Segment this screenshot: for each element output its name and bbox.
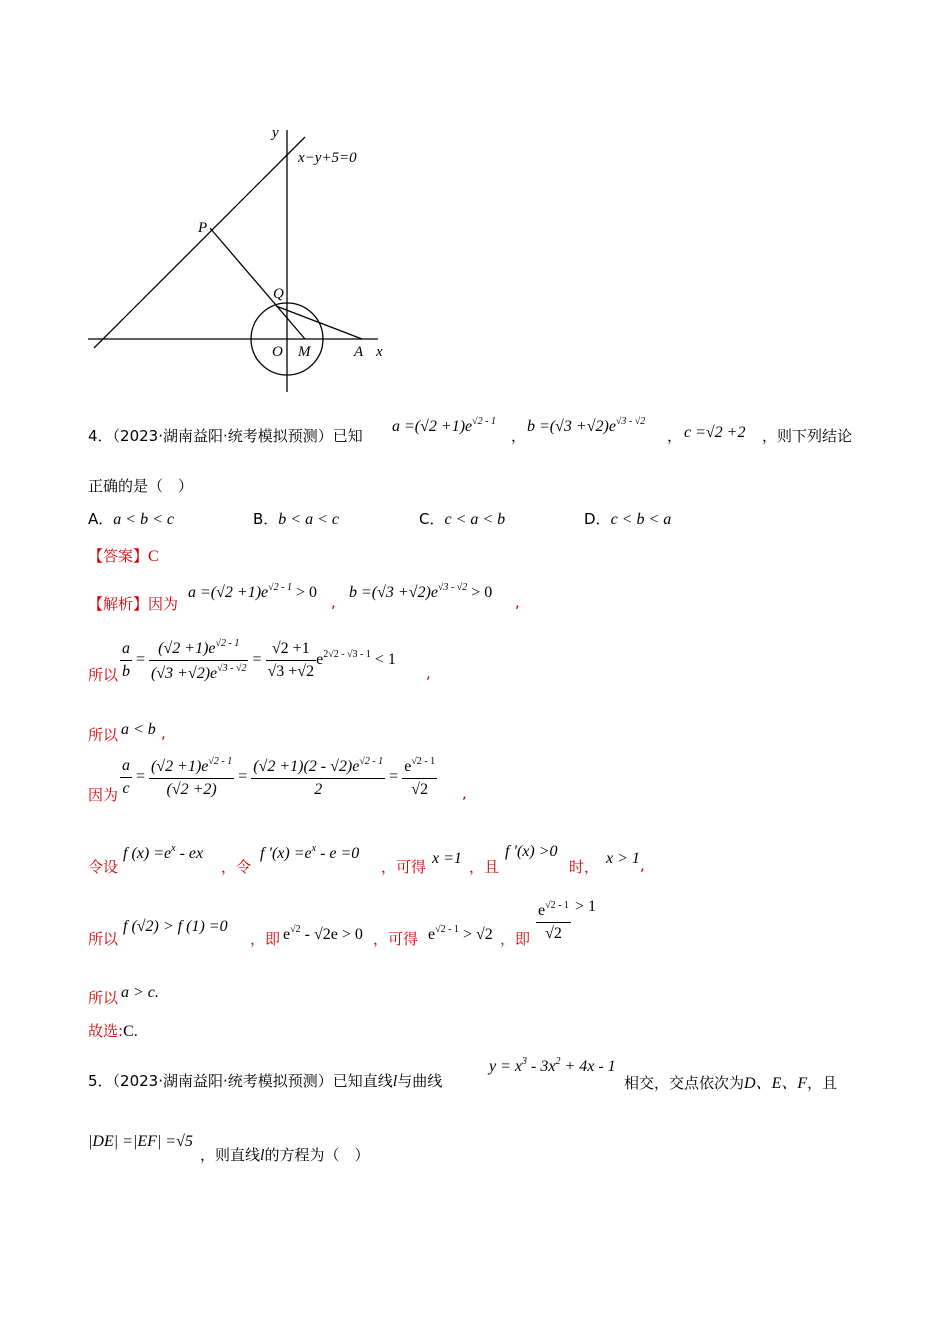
q4-source: （2023·湖南益阳·统考模拟预测）已知	[112, 427, 363, 445]
ratio-ab: $\frac{a}{b}$ = $\frac{(√2 +1)e^{√2 - 1}}{(√3 +√2)e^{√3 - √2}}$ = $\frac{√2 +1}{√3 +√2}$ $e^{2√2 - √3 - 1} < 1$	[122, 638, 396, 682]
point-p-label: P	[198, 220, 208, 236]
q4-a-exp: √2 - 1	[472, 416, 496, 427]
x-eq-1: x =1	[432, 850, 462, 867]
point-q-label: Q	[273, 286, 284, 302]
ratio-ac: $\frac{a}{c}$ = $\frac{(√2 +1)e^{√2 - 1}}{(√2 +2)}$ = $\frac{(√2 +1)(2 - √2)e^{√2 - 1}}{2}$ = $\frac{e^{√2 - 1}}{√2}$	[122, 756, 436, 798]
lingshe: 令设	[88, 858, 119, 876]
q4-number: 4．	[88, 427, 113, 445]
comma: ,	[640, 856, 645, 874]
comma: ,	[462, 784, 467, 802]
e-gt-sqrt2: $e^{√2 - 1} > √2$	[428, 924, 493, 943]
q5-condition: |DE| =|EF| =√5	[88, 1133, 193, 1150]
answer-tag: 【答案】	[88, 547, 149, 565]
q4-tail: ，则下列结论	[762, 427, 853, 445]
q4-b-exp: √3 - √2	[615, 416, 646, 427]
q4-line1	[88, 425, 363, 446]
guxuan: 故选:C.	[88, 1022, 138, 1040]
q4-b-expr: b =(√3 +√2)e	[527, 418, 616, 435]
qie: ，且	[469, 858, 500, 876]
segment-pm	[210, 228, 305, 339]
point-m-label: M	[298, 344, 311, 360]
f-ineq: f (√2) > f (1) =0	[123, 918, 228, 935]
f-def: f $(x) =e^x$ - ex	[123, 843, 204, 862]
segment-qa	[276, 306, 362, 339]
answer-value: C	[148, 548, 159, 565]
option-c[interactable]: C．c < a < b	[419, 510, 506, 528]
yinwei: 因为	[88, 786, 119, 804]
line-l	[94, 137, 305, 348]
suoyi-2: 所以	[88, 726, 119, 744]
q5-line1: 5．（2023·湖南益阳·统考模拟预测）已知直线l与曲线	[88, 1072, 443, 1090]
geometry-figure	[80, 120, 400, 400]
suoyi-3: 所以	[88, 930, 119, 948]
line-equation-label: x−y+5=0	[298, 150, 357, 166]
q5-line1-tail: 相交，交点依次为D、E、F，且	[624, 1074, 838, 1092]
q4-a-def	[392, 416, 496, 436]
comma: ,	[331, 593, 336, 611]
comma: ,	[161, 724, 166, 742]
point-a-label: A	[354, 344, 364, 360]
option-d[interactable]: D．c < b < a	[584, 510, 672, 528]
ratio-e-sqrt2: $\frac{e^{√2 - 1}}{√2}$ > 1	[538, 898, 596, 942]
comma: ,	[515, 593, 520, 611]
e-ineq: $e^{√2} - √2e > 0$	[283, 924, 363, 943]
x-gt-1: x > 1	[606, 850, 640, 867]
q4-c-def: c =√2 +2	[684, 424, 746, 441]
conclusion-a-lt-b: a < b	[121, 721, 156, 738]
suoyi-1: 所以	[88, 666, 119, 684]
x-axis-label: x	[376, 344, 383, 360]
q5-curve: $y = x^3 - 3x^2 + 4x - 1$	[489, 1056, 616, 1075]
analysis-lead: 【解析】因为	[88, 595, 179, 613]
ji-1: ，即	[250, 930, 281, 948]
point-o-label: O	[272, 344, 283, 360]
ji-2: ，即	[500, 930, 531, 948]
kede-2: ，可得	[373, 930, 419, 948]
y-axis-label: y	[272, 125, 279, 141]
shi: 时，	[569, 858, 600, 876]
q5-line2: ，则直线l的方程为（ ）	[200, 1146, 370, 1164]
comma: ,	[426, 664, 431, 682]
kede-1: ，可得	[381, 858, 427, 876]
analysis-b: $b =(√3 +√2)e^{√3 - √2} > 0$	[349, 582, 493, 601]
q4-b-def	[527, 416, 645, 436]
suoyi-4: 所以	[88, 989, 119, 1007]
comma: ，	[511, 427, 527, 445]
analysis-a: $a =(√2 +1)e^{√2 - 1} > 0$	[188, 582, 317, 601]
fp-def: f $'(x) =e^x - e =0$	[260, 843, 360, 862]
option-a[interactable]: A．a < b < c	[88, 510, 174, 528]
q4-a-expr: a =(√2 +1)e	[392, 418, 473, 435]
answer-line	[88, 545, 159, 566]
option-b[interactable]: B．b < a < c	[253, 510, 339, 528]
fp-positive: f ′(x) >0	[505, 843, 558, 860]
q4-line2: 正确的是（ ）	[88, 477, 194, 495]
conclusion-a-gt-c: a > c.	[121, 984, 159, 1001]
ling: ，令	[221, 858, 252, 876]
comma: ，	[667, 427, 683, 445]
